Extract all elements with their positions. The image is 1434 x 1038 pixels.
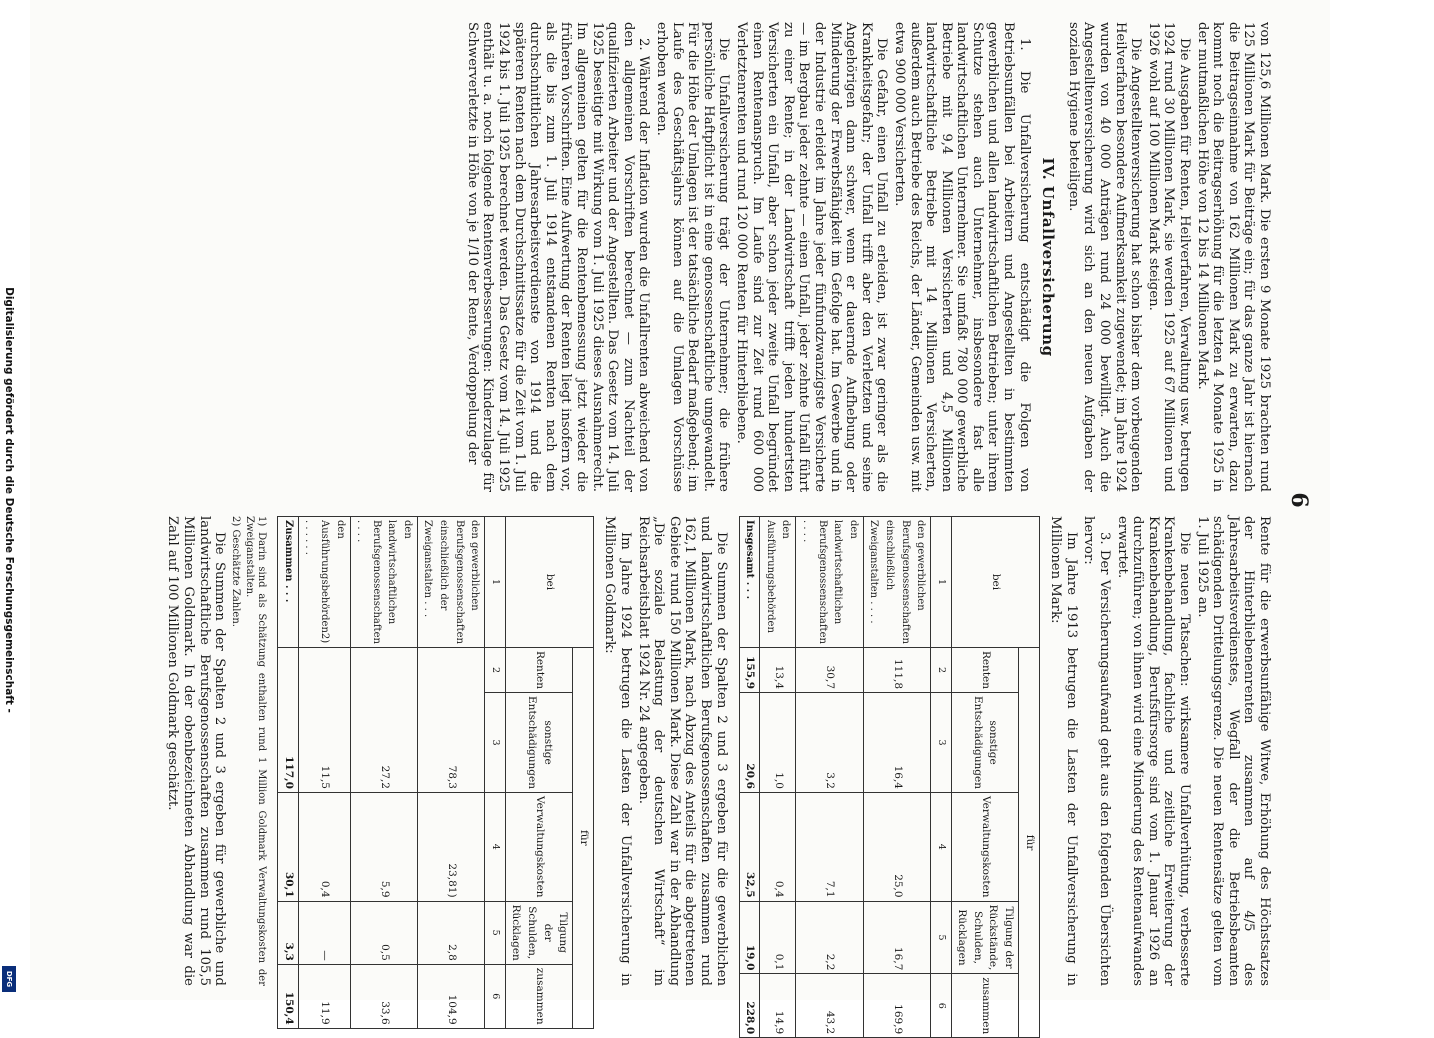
paragraph: Rente für die erwerbsunfähige Witwe, Erhöhung des Höchstsatzes der Hinterbliebenenrenten zusammen auf 4/5 des Jahresarbeitsverdienstes, Wegfall der die Betriebsbeamten schädigenden Drittelungsgrenze. Die neuen Rentensätze gelten vom 1. Juli 1925 an. xyxy=(1194,516,1272,986)
dfg-logo xyxy=(2,966,16,992)
column-number: 3 xyxy=(485,693,506,793)
table-cell: 169,9 xyxy=(863,974,930,1038)
table-cell: 3,3 xyxy=(278,901,299,964)
row-label: den Ausführungsbehörden2) . . . . . . xyxy=(298,517,350,648)
table-cell: 104,9 xyxy=(417,964,484,1028)
column-number: 3 xyxy=(931,693,952,793)
row-label: den landwirtschaftlichen Berufsgenossenschaften . . . . xyxy=(796,517,863,648)
table-cell: 1,0 xyxy=(760,693,796,793)
table-cell: 16,7 xyxy=(863,901,930,974)
table-1913 xyxy=(739,516,1040,1038)
table-header: sonstige Entschädigungen xyxy=(951,693,1018,793)
table-header: bei xyxy=(505,517,593,648)
table-header: Tilgung der Rückstände, Schulden, Rücklagen xyxy=(951,901,1018,974)
table-row-total xyxy=(739,517,760,1038)
table-cell: 2,2 xyxy=(796,901,863,974)
paragraph: Die Summen der Spalten 2 und 3 ergeben für die gewerblichen und landwirtschaftlichen Berufsgenossenschaften zusammen rund 162,1 Millionen Mark, nach Abzug des Anteils für die abgetretenen Gebiete rund 150 Millionen Mark. Diese Zahl war in der Abhandlung „Die soziale Belastung der deutschen Wirtschaft“ im Reichsarbeitsblatt 1924 Nr. 24 angegeben. xyxy=(635,516,729,986)
table-header: zusammen xyxy=(951,974,1018,1038)
column-number: 6 xyxy=(485,964,506,1028)
table-cell: 30,1 xyxy=(278,792,299,901)
table-cell: 117,0 xyxy=(278,647,299,792)
table-cell: 43,2 xyxy=(796,974,863,1038)
paragraph: Im Jahre 1913 betrugen die Lasten der Unfallversicherung in Millionen Mark: xyxy=(1048,516,1079,986)
table-cell: 13,4 xyxy=(760,647,796,692)
paragraph: Die Summen der Spalten 2 und 3 ergeben für gewerbliche und landwirtschaftliche Berufsgenossenschaften zusammen rund 105,5 Millionen Goldmark. In der obenbezeichneten Abhandlung war die Zahl auf 100 Millionen Goldmark geschätzt. xyxy=(165,516,228,986)
table-row xyxy=(796,517,863,1038)
table-cell: 2,8 xyxy=(417,901,484,964)
table-row xyxy=(863,517,930,1038)
footnote: 2) Geschätzte Zahlen. xyxy=(230,516,242,627)
table-row-total xyxy=(278,517,299,1029)
row-label: Insgesamt . . . xyxy=(739,517,760,648)
column-number: 4 xyxy=(485,792,506,901)
paragraph: Die Unfallversicherung trägt der Unternehmer; die frühere persönliche Haftpflicht ist in eine genossenschaftliche umgewandelt. Für die Höhe der Umlagen ist der tatsächliche Bedarf maßgebend; im Laufe des Geschäftsjahrs können auf die Umlagen Vorschüsse erhoben werden. xyxy=(654,22,732,492)
footnote: 1) Darin sind als Schätzung enthalten rund 1 Million Goldmark Verwaltungskosten der Zweiganstalten. xyxy=(244,516,268,986)
logo-text: DFG xyxy=(5,970,13,988)
table-cell: 5,9 xyxy=(350,792,417,901)
paragraph: Die Angestelltenversicherung hat schon bisher dem vorbeugenden Heilverfahren besondere Aufmerksamkeit zugewendet; im Jahre 1924 wurden von 40 000 Anträgen rund 24 000 bewilligt. Auch die Angestelltenversicherung wird sich an den neuen Aufgaben der sozialen Hygiene beteiligen. xyxy=(1065,22,1144,492)
table-cell: 30,7 xyxy=(796,647,863,692)
table-cell: 20,6 xyxy=(739,693,760,793)
table-cell: 32,5 xyxy=(739,792,760,901)
table-cell: 78,3 xyxy=(417,647,484,792)
paragraph: von 125,6 Millionen Mark. Die ersten 9 Monate 1925 brachten rund 125 Millionen Mark für Beiträge ein; für das ganze Jahr ist hiernach die Beitragseinnahme von 162 Millionen Mark zu erwarten, dazu kommt noch die Beitragserhöhung für die letzten 4 Monate 1925 in der mutmaßlichen Höhe von 12 bis 14 Millionen Mark. xyxy=(1194,22,1272,492)
column-number: 1 xyxy=(931,517,952,648)
table-cell: — xyxy=(298,901,350,964)
table-cell: 14,9 xyxy=(760,974,796,1038)
table-header: zusammen xyxy=(505,964,572,1028)
table-cell: 7,1 xyxy=(796,792,863,901)
table-header: Verwaltungskosten xyxy=(951,792,1018,901)
row-label: den Ausführungsbehörden xyxy=(760,517,796,648)
credit-text: Digitalisierung gefördert durch die Deutsche Forschungsgemeinschaft - xyxy=(3,287,15,713)
table-cell: 0,4 xyxy=(760,792,796,901)
row-label: den gewerblichen Berufsgenossenschaften einschließlich der Zweiganstalten . . . xyxy=(417,517,484,648)
column-number: 1 xyxy=(485,517,506,648)
paragraph: Im Jahre 1924 betrugen die Lasten der Unfallversicherung in Millionen Goldmark: xyxy=(602,516,634,986)
document-page xyxy=(30,0,1330,1035)
table-cell: 0,4 xyxy=(298,792,350,901)
table-cell: 111,8 xyxy=(863,647,930,692)
right-column xyxy=(163,516,1272,1035)
row-label: den gewerblichen Berufsgenossenschaften einschließlich Zweiganstalten . . . . xyxy=(863,517,930,648)
table-cell: 0,5 xyxy=(350,901,417,964)
table-cell: 27,2 xyxy=(350,647,417,792)
table-header: Verwaltungskosten xyxy=(505,792,572,901)
table-header: für xyxy=(1019,647,1040,1037)
table-header: Tilgung der Schulden, Rücklagen xyxy=(505,901,572,964)
table-row xyxy=(298,517,350,1029)
table-cell: 228,0 xyxy=(739,974,760,1038)
table-row xyxy=(760,517,796,1038)
row-label: den landwirtschaftlichen Berufsgenossenschaften . . . . xyxy=(350,517,417,648)
table-cell: 23,81) xyxy=(417,792,484,901)
table-cell: 19,0 xyxy=(739,901,760,974)
table-row xyxy=(350,517,417,1029)
section-heading: IV. Unfallversicherung xyxy=(1039,157,1058,357)
column-number: 6 xyxy=(931,974,952,1038)
table-cell: 11,5 xyxy=(298,647,350,792)
column-number: 2 xyxy=(931,647,952,692)
row-label: Zusammen . . . xyxy=(278,517,299,648)
table-cell: 11,9 xyxy=(298,964,350,1028)
table-header: für xyxy=(573,647,594,1028)
table-row xyxy=(417,517,484,1029)
column-number: 2 xyxy=(485,647,506,692)
table-cell: 150,4 xyxy=(278,964,299,1028)
paragraph: Die neuen Tatsachen: wirksamere Unfallverhütung, verbesserte Krankenbehandlung, fachliche und zeitliche Erweiterung der Krankenbehandlung, Berufsfürsorge sind vom 1. Januar 1926 an durchzuführen; von ihnen wird eine Minderung des Rentenaufwandes erwartet. xyxy=(1114,516,1193,986)
table-header: Renten xyxy=(951,647,1018,692)
column-number: 5 xyxy=(931,901,952,974)
digitization-credit xyxy=(0,0,18,1000)
paragraph: Die Gefahr, einen Unfall zu erleiden, ist zwar geringer als die Krankheitsgefahr; der Unfall trifft aber den Verletzten und seine Angehörigen dann schwer, wenn er dauernde Aufhebung oder Minderung der Erwerbsfähigkeit im Gefolge hat. Im Gewerbe und in der Industrie erleidet im Jahre jeder fünfundzwanzigste Versicherte — im Bergbau jeder zehnte — einen Unfall, jeder zehnte Unfall führt zu einer Rente; in der Landwirtschaft trifft jeden hundertsten Versicherten ein Unfall, aber schon jeder zweite Unfall begründet einen Rentenanspruch. Im Laufe sind zur Zeit rund 600 000 Verletztenrenten und rund 120 000 Renten für Hinterbliebene. xyxy=(734,22,890,492)
left-column xyxy=(462,22,1272,492)
page-number: 6 xyxy=(1286,492,1312,508)
paragraph: 1. Die Unfallversicherung entschädigt die Folgen von Betriebsunfällen bei Arbeitern und Angestellten in bestimmten gewerblichen und allen landwirtschaftlichen Betrieben; unter ihrem Schutze stehen auch Unternehmer, insbesondere fast alle landwirtschaftlichen Unternehmer. Sie umfaßt 780 000 gewerbliche Betriebe mit 9,4 Millionen Versicherten und 4,5 Millionen landwirtschaftliche Betriebe mit 14 Millionen Versicherten, außerdem auch Betriebe des Reichs, der Länder, Gemeinden usw. mit etwa 900 000 Versicherten. xyxy=(891,22,1032,492)
column-number: 5 xyxy=(485,901,506,964)
table-cell: 3,2 xyxy=(796,693,863,793)
table-cell: 155,9 xyxy=(739,647,760,692)
table-cell: 0,1 xyxy=(760,901,796,974)
table-cell: 16,4 xyxy=(863,693,930,793)
table-1924 xyxy=(277,516,594,1029)
table-header: sonstige Entschädigungen xyxy=(505,693,572,793)
table-header: Renten xyxy=(505,647,572,692)
table-header: bei xyxy=(951,517,1039,648)
table-cell: 33,6 xyxy=(350,964,417,1028)
table-cell: 25,0 xyxy=(863,792,930,901)
column-number: 4 xyxy=(931,792,952,901)
paragraph: 3. Der Versicherungsaufwand geht aus den folgenden Übersichten hervor: xyxy=(1081,516,1113,986)
paragraph: Die Ausgaben für Renten, Heilverfahren, Verwaltung usw. betrugen 1924 rund 30 Millionen Mark, sie werden 1925 auf 67 Millionen und 1926 wohl auf 100 Millionen Mark steigen. xyxy=(1145,22,1193,492)
paragraph: 2. Während der Inflation wurden die Unfallrenten abweichend von den allgemeinen Vorschriften berechnet — zum Nachteil der qualifizierten Arbeiter und der Angestellten. Das Gesetz vom 14. Juli 1925 beseitigte mit Wirkung vom 1. Juli 1925 dieses Ausnahmerecht. Im allgemeinen gelten für die Rentenbemessung jetzt wieder die früheren Vorschriften. Eine Aufwertung der Renten liegt insofern vor, als die bis zum 1. Juli 1914 entstandenen Renten nach dem durchschnittlichen Jahresarbeitsverdienste von 1914 und die späteren Renten nach dem Durchschnittssatze für die Zeit vom 1. Juli 1924 bis 1. Juli 1925 berechnet werden. Das Gesetz vom 14. Juli 1925 enthält u. a. noch folgende Rentenverbesserungen: Kinderzulage für Schwerverletzte in Höhe von je 1/10 der Rente, Verdoppelung der xyxy=(464,22,652,492)
